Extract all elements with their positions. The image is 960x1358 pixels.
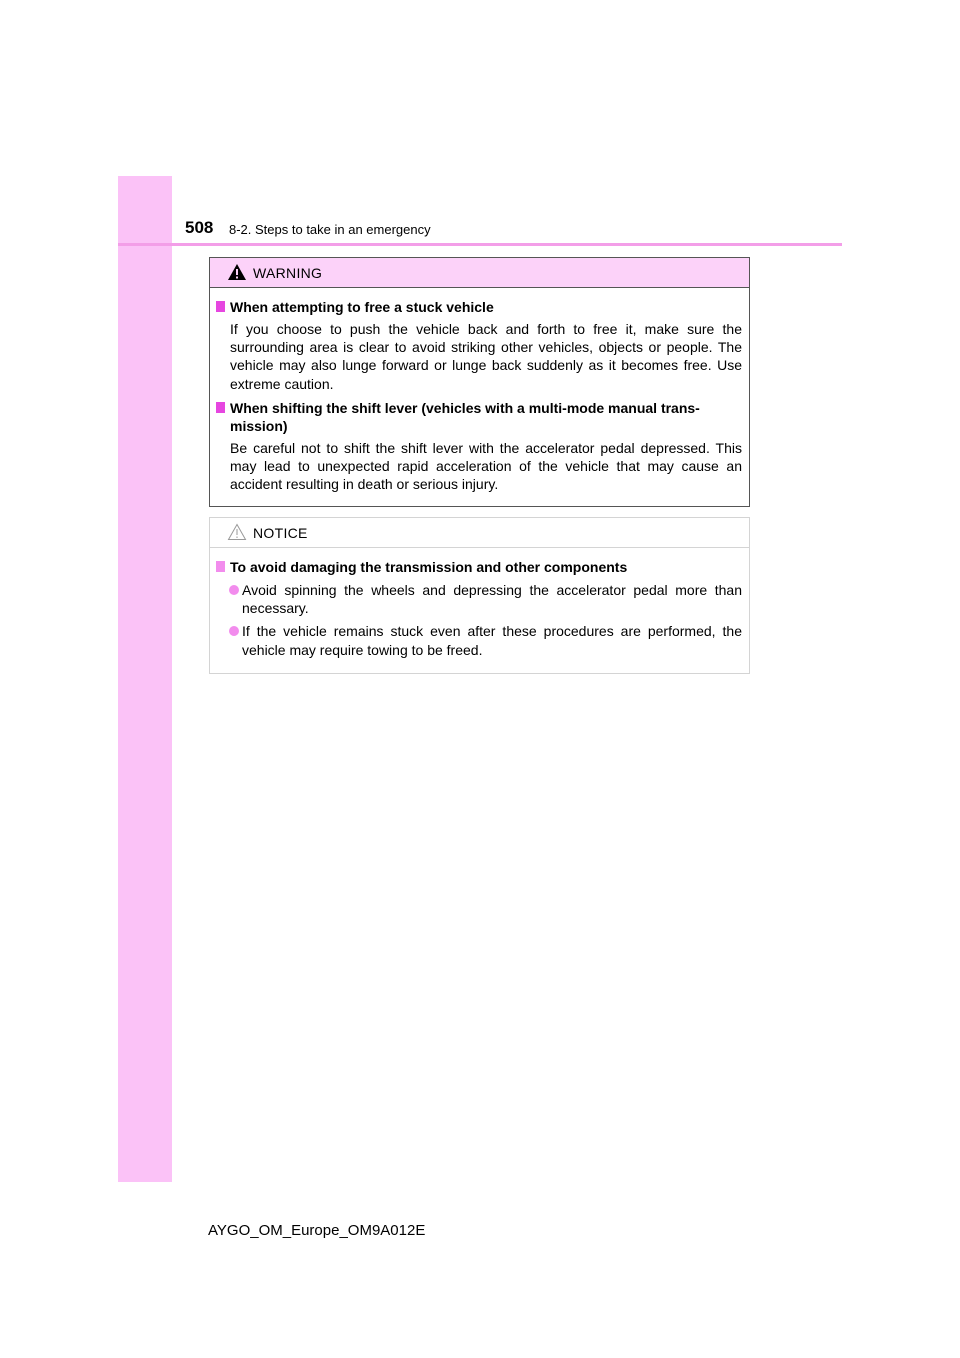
warning-item-title: When shifting the shift lever (vehicles with a multi-mode manual trans-mission)	[216, 399, 742, 435]
notice-header	[210, 518, 749, 548]
warning-label: WARNING	[253, 265, 323, 281]
section-title: 8-2. Steps to take in an emergency	[229, 222, 431, 237]
notice-item-title: To avoid damaging the transmission and other components	[216, 558, 742, 576]
square-bullet-icon	[216, 301, 225, 312]
side-color-band	[118, 176, 172, 1182]
list-item: If the vehicle remains stuck even after these procedures are performed, the vehicle may require towing to be freed.	[216, 622, 742, 658]
page-number: 508	[185, 218, 214, 237]
round-bullet-icon	[229, 626, 239, 636]
notice-box	[209, 517, 750, 674]
warning-box	[209, 257, 750, 507]
round-bullet-icon	[229, 585, 239, 595]
list-item: Avoid spinning the wheels and depressing the accelerator pedal more than necessary.	[216, 581, 742, 617]
caution-triangle-outline-icon	[227, 523, 247, 541]
document-code: AYGO_OM_Europe_OM9A012E	[208, 1222, 426, 1239]
warning-item-text: If you choose to push the vehicle back and forth to free it, make sure the surrounding area is clear to avoid striking other vehicles, objects or people. The vehicle may also lunge forward or lunge back suddenly as it becomes free. Use extreme caution.	[230, 321, 742, 392]
warning-body	[210, 288, 749, 493]
notice-label: NOTICE	[253, 525, 308, 541]
square-bullet-icon	[216, 561, 225, 572]
warning-item-text: Be careful not to shift the shift lever with the accelerator pedal depressed. This may lead to unexpected rapid acceleration of the vehicle that may cause an accident resulting in death or serious injury.	[230, 439, 742, 493]
header-rule	[118, 243, 842, 246]
notice-body	[210, 548, 749, 659]
square-bullet-icon	[216, 402, 225, 413]
warning-triangle-icon	[227, 263, 247, 281]
warning-item-title: When attempting to free a stuck vehicle	[216, 298, 742, 316]
warning-header	[210, 258, 749, 288]
